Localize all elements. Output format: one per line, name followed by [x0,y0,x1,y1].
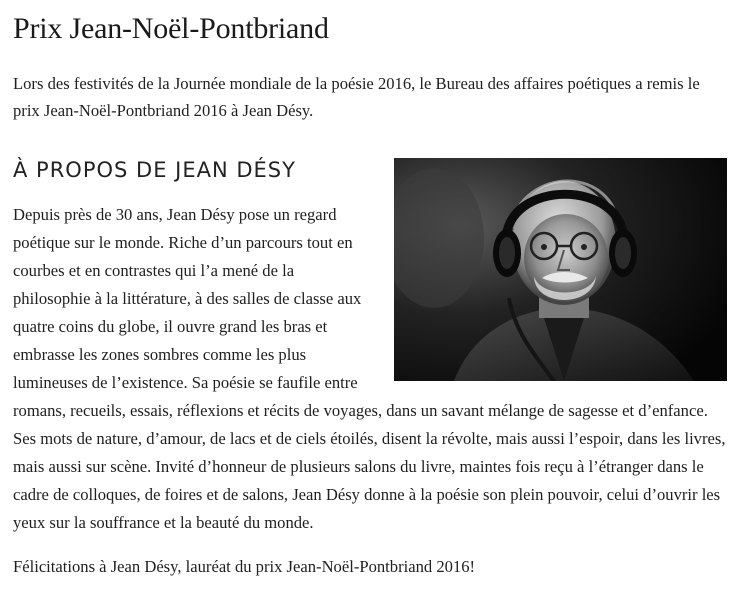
congratulations-paragraph: Félicitations à Jean Désy, lauréat du prix Jean-Noël-Pontbriand 2016! [13,557,476,576]
bio-block [13,201,727,537]
bio-paragraph: Depuis près de 30 ans, Jean Désy pose un regard poétique sur le monde. Riche d’un parcours tout en courbes et en contrastes qui l’a mené de la philosophie à la littérature, à des salles de classe aux quatre coins du globe, il ouvre grand les bras et embrasse les zones sombres comme les plus lumineuses de l’existence. Sa poésie se faufile entre romans, recueils, essais, réflexions et récits de voyages, dans un savant mélange de sagesse et d’enfance. Ses mots de nature, d’amour, de lacs et de ciels étoilés, disent la révolte, mais aussi l’espoir, dans les livres, mais aussi sur scène. Invité d’honneur de plusieurs salons du livre, maintes fois reçu à l’étranger dans le cadre de colloques, de foires et de salons, Jean Désy donne à la poésie son plein pouvoir, celui d’ouvrir les yeux sur la souffrance et la beauté du monde. [13,205,726,532]
intro-paragraph: Lors des festivités de la Journée mondiale de la poésie 2016, le Bureau des affaires poétiques a remis le prix Jean-Noël-Pontbriand 2016 à Jean Désy. [13,74,700,120]
section-heading: À PROPOS DE JEAN DÉSY [13,158,296,182]
page-title: Prix Jean-Noël-Pontbriand [13,12,329,45]
author-portrait-image [394,158,727,381]
author-photo [394,158,727,381]
